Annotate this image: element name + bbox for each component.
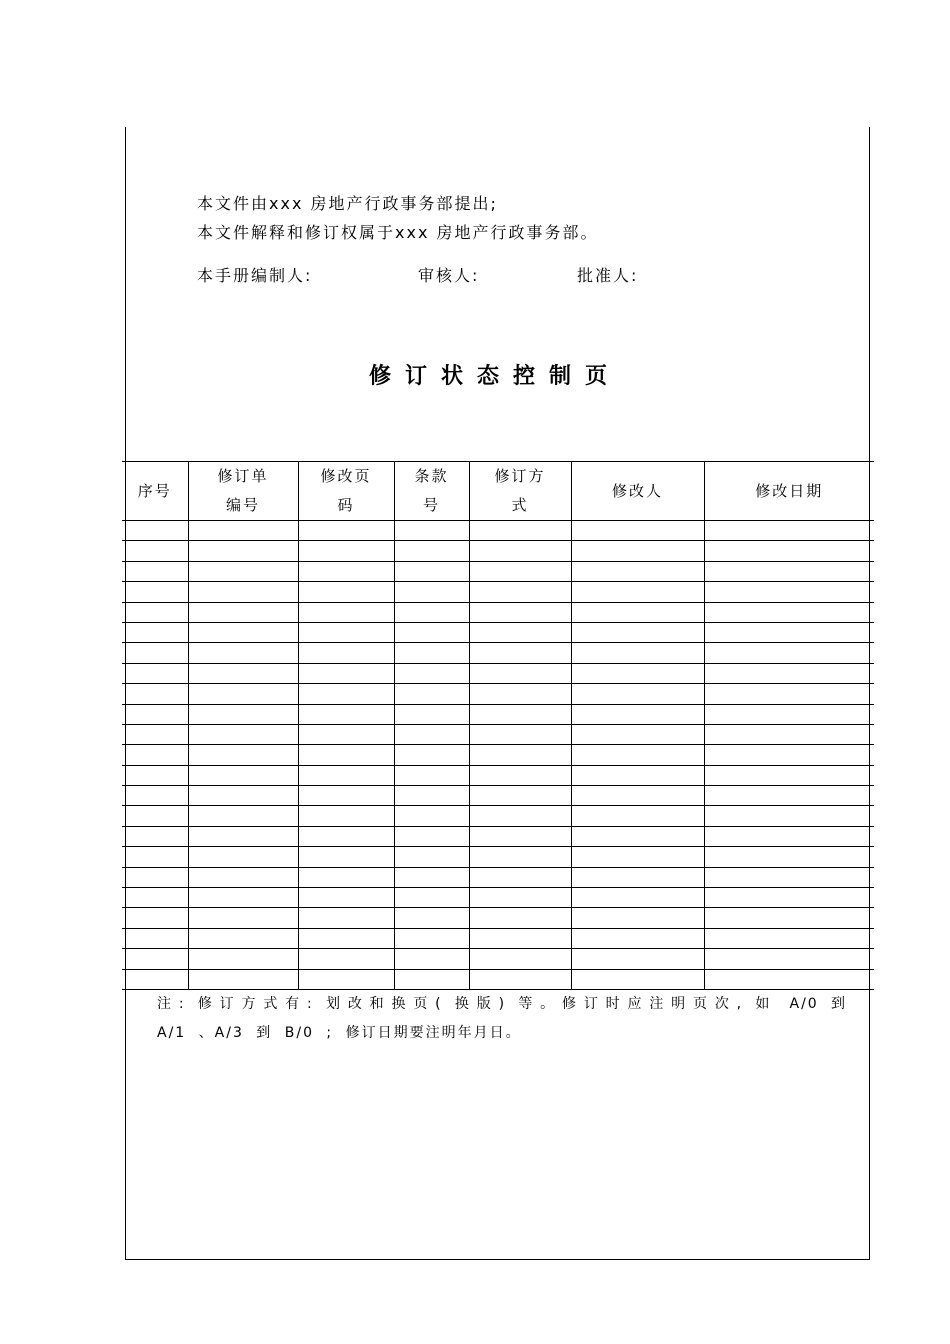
table-cell (704, 724, 874, 744)
table-cell (188, 826, 298, 846)
column-header-text: 修订方 (494, 467, 546, 485)
table-cell (469, 521, 571, 541)
table-row (122, 521, 874, 541)
table-cell (188, 949, 298, 969)
table-cell (394, 888, 469, 908)
table-cell (298, 561, 394, 581)
table-cell (188, 704, 298, 724)
table-cell (704, 806, 874, 826)
table-cell (298, 541, 394, 561)
table-cell (469, 949, 571, 969)
table-cell (704, 908, 874, 928)
table-cell (469, 765, 571, 785)
table-cell (394, 541, 469, 561)
table-cell (298, 806, 394, 826)
table-cell (704, 684, 874, 704)
table-cell (394, 969, 469, 989)
table-cell (571, 541, 704, 561)
table-cell (298, 663, 394, 683)
table-cell (469, 684, 571, 704)
table-cell (394, 867, 469, 887)
table-cell (298, 521, 394, 541)
table-cell (188, 663, 298, 683)
column-header-text: 号 (422, 496, 440, 514)
table-cell (704, 888, 874, 908)
table-cell (188, 521, 298, 541)
table-cell (394, 826, 469, 846)
table-cell (122, 765, 188, 785)
table-cell (298, 704, 394, 724)
table-cell (704, 826, 874, 846)
table-cell (298, 684, 394, 704)
table-cell (571, 786, 704, 806)
table-cell (122, 908, 188, 928)
intro-line-proposer: 本文件由xxx 房地产行政事务部提出; (197, 194, 498, 213)
table-cell (469, 541, 571, 561)
table-cell (394, 908, 469, 928)
table-cell (704, 765, 874, 785)
table-cell (571, 949, 704, 969)
table-cell (571, 806, 704, 826)
table-cell (571, 704, 704, 724)
table-cell (469, 806, 571, 826)
table-cell (469, 724, 571, 744)
table-row (122, 602, 874, 622)
column-header (188, 462, 298, 521)
table-cell (394, 724, 469, 744)
table-cell (188, 684, 298, 704)
table-cell (122, 888, 188, 908)
page-title: 修订状态控制页 (368, 364, 621, 389)
table-cell (704, 521, 874, 541)
table-cell (394, 786, 469, 806)
table-cell (469, 745, 571, 765)
table-cell (298, 622, 394, 642)
table-cell (394, 684, 469, 704)
table-cell (571, 745, 704, 765)
table-header-row (122, 462, 874, 521)
table-cell (469, 928, 571, 948)
table-cell (298, 826, 394, 846)
table-cell (122, 622, 188, 642)
table-row (122, 704, 874, 724)
table-cell (298, 786, 394, 806)
column-header-text: 序号 (137, 481, 172, 500)
table-cell (298, 888, 394, 908)
column-header-text: 修改日期 (755, 481, 824, 500)
table-cell (571, 643, 704, 663)
table-cell (704, 949, 874, 969)
table-cell (571, 521, 704, 541)
table-cell (188, 888, 298, 908)
table-cell (394, 765, 469, 785)
table-cell (571, 765, 704, 785)
table-cell (188, 561, 298, 581)
table-cell (704, 561, 874, 581)
table-row (122, 826, 874, 846)
table-cell (469, 663, 571, 683)
table-row (122, 867, 874, 887)
table-row (122, 806, 874, 826)
column-header (122, 462, 188, 521)
table-cell (394, 582, 469, 602)
table-cell (298, 928, 394, 948)
table-row (122, 765, 874, 785)
column-header-text: 修订单 (217, 467, 269, 485)
table-cell (298, 724, 394, 744)
table-cell (704, 867, 874, 887)
table-cell (394, 806, 469, 826)
table-cell (704, 786, 874, 806)
table-cell (571, 908, 704, 928)
table-row (122, 643, 874, 663)
table-cell (122, 602, 188, 622)
table-row (122, 622, 874, 642)
table-cell (188, 867, 298, 887)
table-row (122, 745, 874, 765)
table-cell (571, 826, 704, 846)
table-cell (571, 602, 704, 622)
reviewer-label: 审核人: (418, 266, 480, 285)
table-row (122, 786, 874, 806)
table-cell (122, 949, 188, 969)
table-row (122, 582, 874, 602)
table-cell (704, 704, 874, 724)
table-cell (122, 969, 188, 989)
table-cell (188, 602, 298, 622)
table-row (122, 724, 874, 744)
table-cell (188, 969, 298, 989)
table-cell (188, 745, 298, 765)
table-cell (394, 643, 469, 663)
table-cell (704, 928, 874, 948)
table-row (122, 888, 874, 908)
column-header-text: 码 (337, 496, 355, 514)
table-cell (394, 521, 469, 541)
table-cell (469, 847, 571, 867)
table-cell (188, 765, 298, 785)
table-cell (394, 745, 469, 765)
table-cell (298, 867, 394, 887)
column-header (704, 462, 874, 521)
column-header (571, 462, 704, 521)
table-cell (298, 765, 394, 785)
table-cell (394, 928, 469, 948)
table-cell (298, 643, 394, 663)
table-cell (298, 969, 394, 989)
column-header-text: 编号 (225, 496, 260, 514)
table-cell (571, 928, 704, 948)
table-cell (571, 847, 704, 867)
table-cell (704, 847, 874, 867)
table-cell (469, 643, 571, 663)
table-cell (188, 724, 298, 744)
revision-status-table (122, 461, 874, 990)
table-cell (469, 602, 571, 622)
table-cell (122, 806, 188, 826)
table-cell (469, 622, 571, 642)
table-cell (122, 643, 188, 663)
column-header (298, 462, 394, 521)
table-cell (704, 622, 874, 642)
table-cell (122, 684, 188, 704)
table-cell (188, 541, 298, 561)
table-cell (122, 704, 188, 724)
table-cell (571, 867, 704, 887)
column-header (394, 462, 469, 521)
table-cell (122, 724, 188, 744)
table-cell (122, 826, 188, 846)
column-header-text: 条款 (414, 467, 449, 485)
intro-line-interpretation: 本文件解释和修订权属于xxx 房地产行政事务部。 (197, 223, 599, 242)
table-cell (188, 847, 298, 867)
table-cell (704, 745, 874, 765)
table-cell (571, 684, 704, 704)
table-cell (704, 602, 874, 622)
table-cell (298, 745, 394, 765)
table-cell (188, 908, 298, 928)
table-cell (122, 786, 188, 806)
table-cell (704, 663, 874, 683)
table-cell (188, 928, 298, 948)
table-row (122, 949, 874, 969)
table-cell (122, 867, 188, 887)
table-cell (188, 582, 298, 602)
revision-note (157, 990, 847, 1048)
table-cell (704, 582, 874, 602)
table-cell (469, 908, 571, 928)
table-cell (188, 622, 298, 642)
table-cell (394, 602, 469, 622)
table-cell (394, 847, 469, 867)
table-cell (571, 888, 704, 908)
table-row (122, 684, 874, 704)
table-row (122, 969, 874, 989)
column-header-text: 式 (511, 496, 529, 514)
table-cell (394, 663, 469, 683)
table-cell (469, 561, 571, 581)
table-cell (571, 969, 704, 989)
approver-label: 批准人: (577, 266, 639, 285)
table-cell (298, 602, 394, 622)
column-header-text: 修改页 (320, 467, 372, 485)
column-header-text: 修改人 (611, 481, 663, 500)
table-cell (122, 847, 188, 867)
table-cell (122, 561, 188, 581)
table-cell (571, 622, 704, 642)
table-cell (394, 622, 469, 642)
table-row (122, 908, 874, 928)
table-cell (704, 643, 874, 663)
table-cell (188, 806, 298, 826)
table-cell (122, 541, 188, 561)
note-line-1: 注: 修订方式有: 划改和换页( 换版) 等。修订时应注明页次, 如 A/0 到 (157, 996, 847, 1012)
table-cell (298, 949, 394, 969)
table-row (122, 561, 874, 581)
note-line-2: A/1 、A/3 到 B/0 ; 修订日期要注明年月日。 (157, 1025, 522, 1041)
table-cell (704, 541, 874, 561)
table-cell (469, 969, 571, 989)
page-frame-bottom-border (125, 1259, 870, 1260)
table-cell (122, 663, 188, 683)
table-body (122, 521, 874, 990)
table-cell (571, 663, 704, 683)
table-cell (469, 826, 571, 846)
table-cell (394, 561, 469, 581)
table-cell (298, 908, 394, 928)
table-cell (298, 847, 394, 867)
table-cell (469, 704, 571, 724)
table-cell (122, 521, 188, 541)
compiler-label: 本手册编制人: (197, 266, 313, 285)
table-cell (469, 867, 571, 887)
table-cell (188, 786, 298, 806)
table-cell (122, 745, 188, 765)
table-cell (571, 561, 704, 581)
table-cell (469, 786, 571, 806)
table-cell (571, 724, 704, 744)
table-cell (571, 582, 704, 602)
table-row (122, 847, 874, 867)
table-row (122, 541, 874, 561)
table-cell (298, 582, 394, 602)
table-row (122, 928, 874, 948)
table-cell (122, 582, 188, 602)
table-cell (469, 888, 571, 908)
table-cell (394, 949, 469, 969)
table-cell (469, 582, 571, 602)
table-cell (704, 969, 874, 989)
table-row (122, 663, 874, 683)
table-cell (122, 928, 188, 948)
table-cell (394, 704, 469, 724)
column-header (469, 462, 571, 521)
table-cell (188, 643, 298, 663)
